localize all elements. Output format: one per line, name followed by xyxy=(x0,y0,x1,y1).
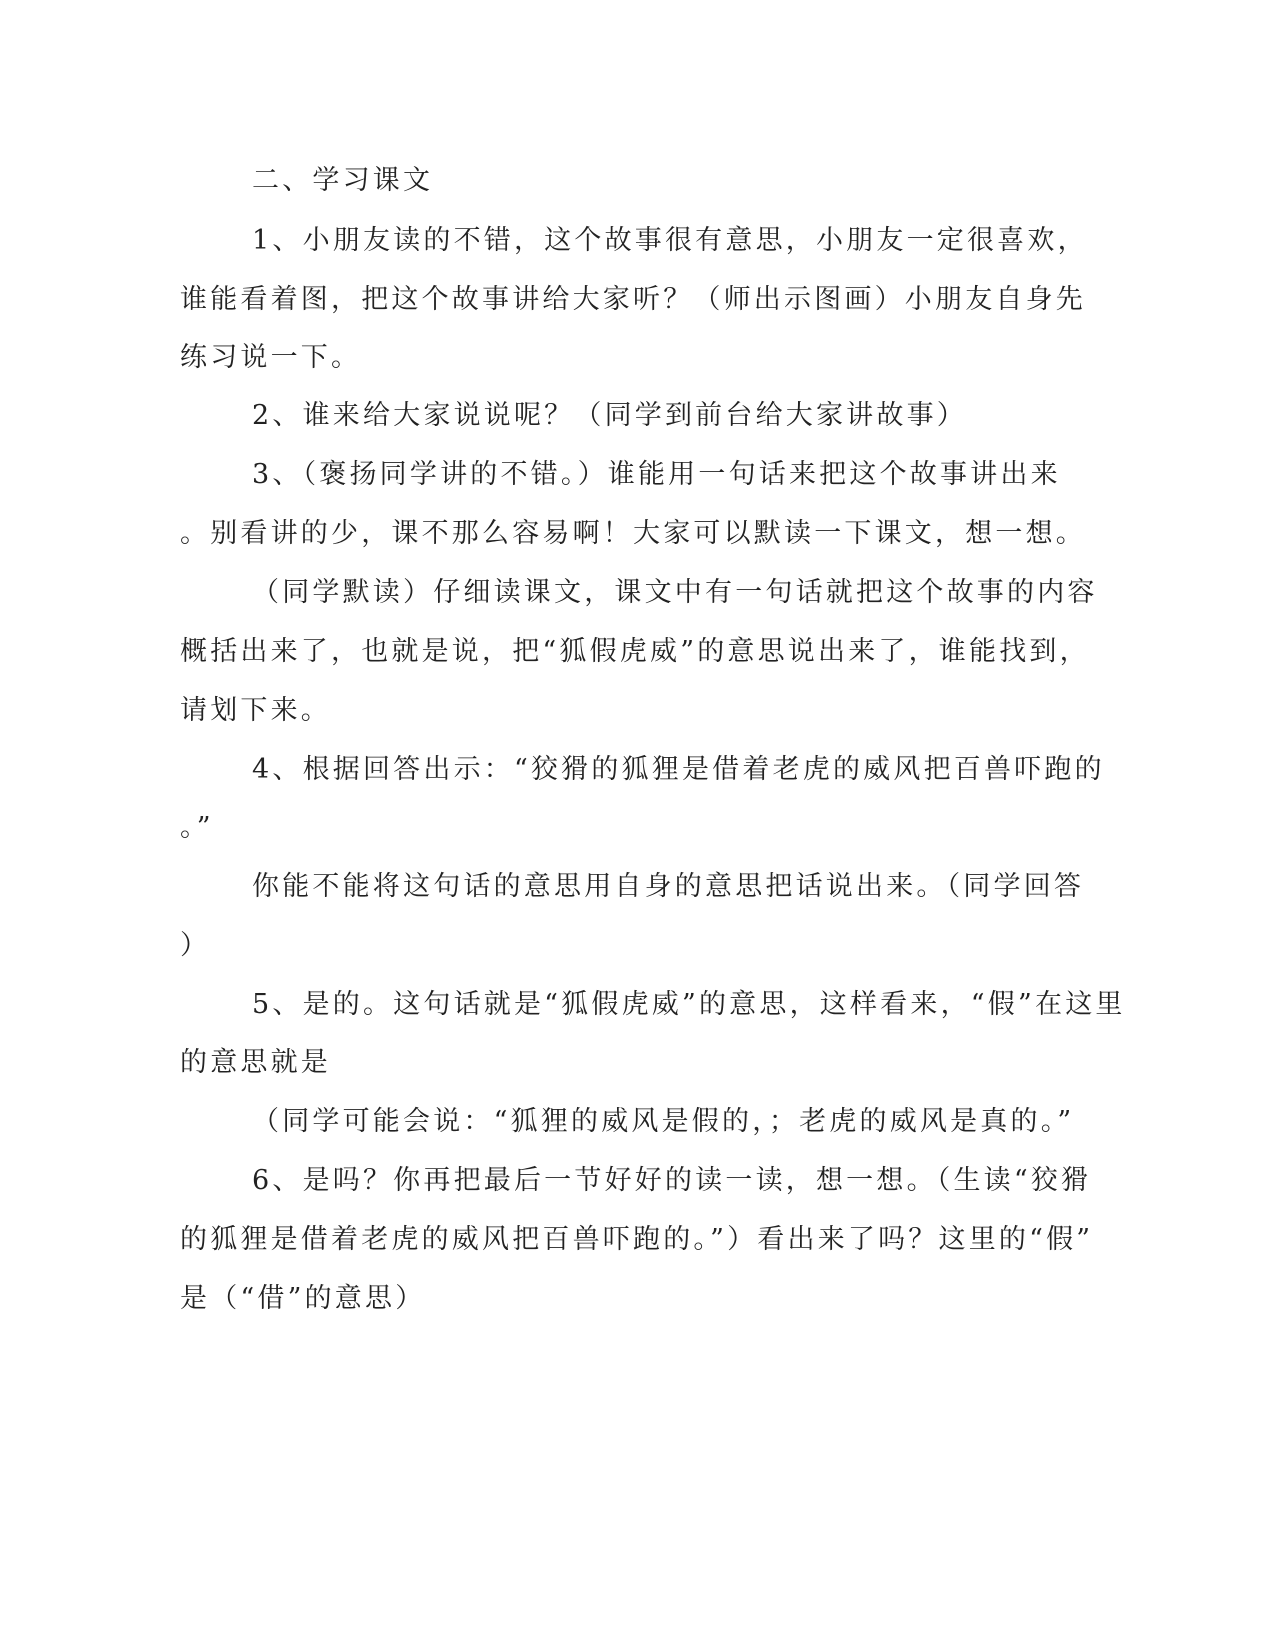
text-line: 6、是吗？你再把最后一节好好的读一读，想一想。（生读“狡猾 xyxy=(252,1165,1092,1196)
text-line: 。别看讲的少，课不那么容易啊！大家可以默读一下课文，想一想。 xyxy=(180,518,1086,549)
text-line: 。” xyxy=(180,812,214,843)
text-line: 3、（褒扬同学讲的不错。）谁能用一句话来把这个故事讲出来 xyxy=(252,459,1061,490)
text-line: 是（“借”的意思） xyxy=(180,1283,426,1314)
text-line: 练习说一下。 xyxy=(180,342,362,373)
text-line: 4、根据回答出示：“狡猾的狐狸是借着老虎的威风把百兽吓跑的 xyxy=(252,754,1105,785)
text-line: （同学可能会说：“狐狸的威风是假的，；老虎的威风是真的。” xyxy=(252,1106,1075,1137)
text-line: 5、是的。这句话就是“狐假虎威”的意思，这样看来，“假”在这里 xyxy=(252,989,1126,1020)
text-line: 的意思就是 xyxy=(180,1047,331,1078)
text-line: （同学默读）仔细读课文，课文中有一句话就把这个故事的内容 xyxy=(252,577,1098,608)
text-line: 谁能看着图，把这个故事讲给大家听？（师出示图画）小朋友自身先 xyxy=(180,284,1086,315)
section-heading: 二、学习课文 xyxy=(252,165,434,196)
text-line: 的狐狸是借着老虎的威风把百兽吓跑的。”）看出来了吗？这里的“假” xyxy=(180,1224,1094,1255)
text-line: 请划下来。 xyxy=(180,695,331,726)
text-line: 你能不能将这句话的意思用自身的意思把话说出来。（同学回答 xyxy=(252,871,1085,902)
text-line: 2、谁来给大家说说呢？（同学到前台给大家讲故事） xyxy=(252,400,967,431)
text-line: 概括出来了，也就是说，把“狐假虎威”的意思说出来了，谁能找到， xyxy=(180,636,1090,667)
text-line: 1、小朋友读的不错，这个故事很有意思，小朋友一定很喜欢， xyxy=(252,225,1088,256)
text-line: ） xyxy=(180,930,211,961)
